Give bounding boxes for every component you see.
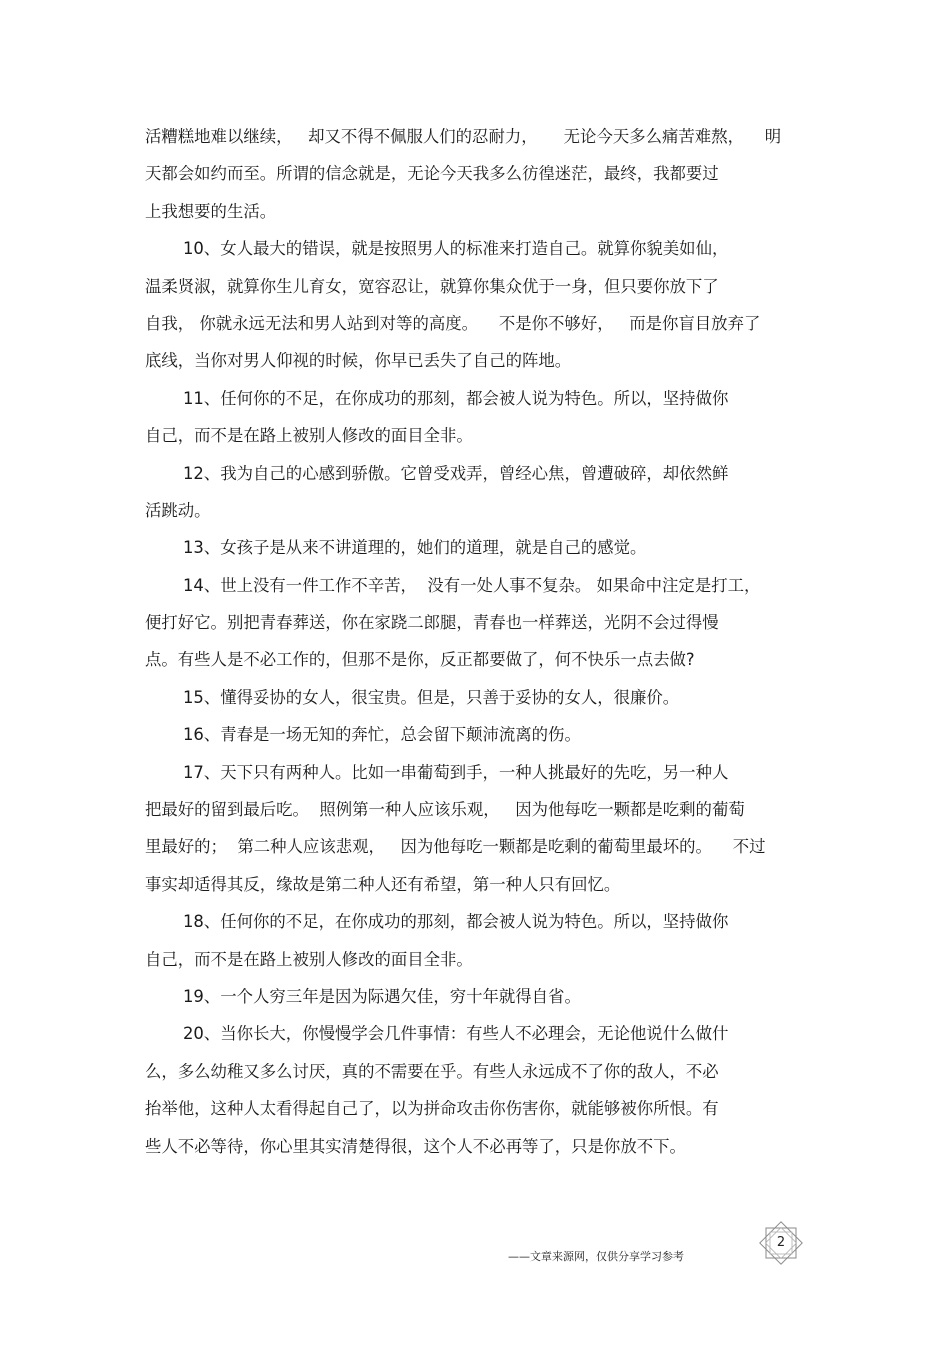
text-line: 16、青春是一场无知的奔忙，总会留下颠沛流离的伤。 [183, 725, 581, 745]
text-line: 天都会如约而至。所谓的信念就是，无论今天我多么彷徨迷茫，最终，我都要过 [145, 164, 719, 184]
text-line: 点。有些人是不必工作的，但那不是你，反正都要做了，何不快乐一点去做? [145, 650, 695, 670]
text-line: 10、女人最大的错误，就是按照男人的标准来打造自己。就算你貌美如仙， [183, 239, 729, 259]
text-line: 把最好的留到最后吃。 照例第一种人应该乐观， 因为他每吃一颗都是吃剩的葡萄 [145, 800, 745, 820]
text-line: 12、我为自己的心感到骄傲。它曾受戏弄，曾经心焦，曾遭破碎，却依然鲜 [183, 463, 729, 483]
text-line: 活糟糕地难以继续， 却又不得不佩服人们的忍耐力， 无论今天多么痛苦难熬， 明 [145, 127, 782, 146]
footer-source-note: ——文章来源网，仅供分享学习参考 [508, 1250, 684, 1263]
page-number: 2 [776, 1235, 786, 1250]
text-line: 13、女孩子是从来不讲道理的，她们的道理，就是自己的感觉。 [183, 538, 647, 558]
text-line: 上我想要的生活。 [145, 201, 277, 221]
text-line: 便打好它。别把青春葬送，你在家跷二郎腿，青春也一样葬送，光阴不会过得慢 [145, 613, 719, 633]
text-line: 抬举他，这种人太看得起自己了，以为拼命攻击你伤害你，就能够被你所恨。有 [145, 1099, 719, 1119]
text-line: 19、一个人穷三年是因为际遇欠佳，穷十年就得自省。 [183, 986, 581, 1006]
page-number-badge [757, 1219, 805, 1267]
text-line: 自我， 你就永远无法和男人站到对等的高度。 不是你不够好， 而是你盲目放弃了 [145, 313, 761, 333]
text-line: 20、当你长大，你慢慢学会几件事情：有些人不必理会，无论他说什么做什 [183, 1024, 729, 1044]
text-line: 底线，当你对男人仰视的时候，你早已丢失了自己的阵地。 [145, 351, 572, 371]
text-line: 事实却适得其反，缘故是第二种人还有希望，第一种人只有回忆。 [145, 874, 621, 894]
text-line: 11、任何你的不足，在你成功的那刻，都会被人说为特色。所以，坚持做你 [183, 388, 729, 408]
text-line: 些人不必等待，你心里其实清楚得很，这个人不必再等了，只是你放不下。 [145, 1136, 686, 1156]
text-line: 自己，而不是在路上被别人修改的面目全非。 [145, 426, 473, 446]
text-line: 活跳动。 [145, 500, 211, 520]
text-line: 里最好的； 第二种人应该悲观， 因为他每吃一颗都是吃剩的葡萄里最坏的。 不过 [145, 837, 766, 857]
text-line: 14、世上没有一件工作不辛苦， 没有一处人事不复杂。 如果命中注定是打工， [183, 575, 761, 595]
text-line: 18、任何你的不足，在你成功的那刻，都会被人说为特色。所以，坚持做你 [183, 912, 729, 932]
text-line: 温柔贤淑，就算你生儿育女，宽容忍让，就算你集众优于一身，但只要你放下了 [145, 276, 719, 296]
text-line: 15、懂得妥协的女人，很宝贵。但是，只善于妥协的女人，很廉价。 [183, 687, 680, 707]
text-line: 17、天下只有两种人。比如一串葡萄到手，一种人挑最好的先吃，另一种人 [183, 762, 729, 782]
text-line: 自己，而不是在路上被别人修改的面目全非。 [145, 949, 473, 969]
text-line: 么，多么幼稚又多么讨厌，真的不需要在乎。有些人永远成不了你的敌人，不必 [145, 1061, 719, 1081]
body-text [145, 118, 810, 1165]
